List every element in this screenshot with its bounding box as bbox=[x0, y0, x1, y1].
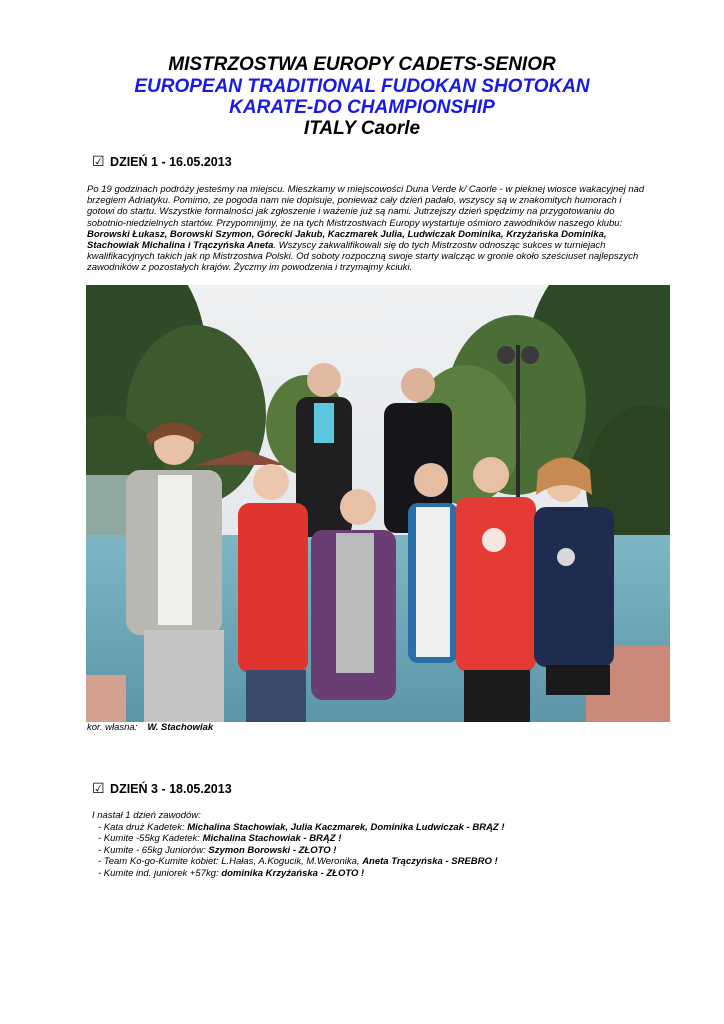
day1-paragraph bbox=[87, 184, 647, 274]
result-label: - Team Ko-go-Kumite kobiet: L.Hałas, A.Kogucik, M.Weronika, bbox=[98, 856, 363, 868]
day3-results bbox=[92, 810, 505, 880]
result-row bbox=[92, 822, 505, 834]
title-line-4: ITALY Caorle bbox=[303, 118, 421, 139]
caption-label: kor. własna: bbox=[87, 722, 138, 733]
result-value: Szymon Borowski - ZŁOTO ! bbox=[208, 844, 337, 856]
day3-heading-text: DZIEŃ 3 - 18.05.2013 bbox=[110, 782, 232, 796]
day1-names: Borowski Łukasz, Borowski Szymon, Górecki Jakub, Kaczmarek Julia, Ludwiczak Dominika, Krzyżańska Dominika, Stachowiak Michalina i Trączyńska Aneta bbox=[87, 228, 607, 252]
result-value: Michalina Stachowiak, Julia Kaczmarek, Dominika Ludwiczak - BRĄZ ! bbox=[187, 821, 505, 833]
day3-heading bbox=[92, 780, 232, 797]
result-label: - Kumite -55kg Kadetek: bbox=[98, 833, 203, 845]
result-label: - Kata druż Kadetek: bbox=[98, 821, 188, 833]
day1-heading bbox=[92, 153, 232, 170]
result-label: - Kumite - 65kg Juniorów: bbox=[98, 844, 209, 856]
title-line-1: MISTRZOSTWA EUROPY CADETS-SENIOR bbox=[168, 54, 556, 75]
result-value: Aneta Trączyńska - SREBRO ! bbox=[362, 856, 498, 868]
caption-author: W. Stachowiak bbox=[147, 722, 214, 733]
result-value: Michalina Stachowiak - BRĄZ ! bbox=[202, 833, 342, 845]
day1-text-b: . Wszyscy zakwalifikowali się do tych Mistrzostw odnosząc sukces w turniejach kwalifikacyjnych takich jak np Mistrzostwa Polski. Od soboty rozpoczną swoje starty walcząc w gronie około sześciuset najlepszych zawodników z pozostałych krajów. Życzmy im powodzenia i trzymajmy kciuki. bbox=[87, 240, 639, 274]
result-value: dominika Krzyżańska - ZŁOTO ! bbox=[221, 867, 365, 879]
result-row bbox=[92, 868, 505, 880]
photo-caption bbox=[87, 722, 213, 733]
result-label: - Kumite ind. juniorek +57kg: bbox=[98, 867, 222, 879]
title-line-2: EUROPEAN TRADITIONAL FUDOKAN SHOTOKAN bbox=[134, 76, 590, 97]
result-row bbox=[92, 856, 505, 868]
result-row bbox=[92, 833, 505, 845]
results-intro: I nastał 1 dzień zawodów: bbox=[92, 810, 201, 821]
day1-text-a: Po 19 godzinach podróży jesteśmy na miejscu. Mieszkamy w miejscowości Duna Verde k/ Caorle - w pieknej wiosce wakacyjnej nad brzegiem Adriatyku. Pomimo, ze pogoda nam nie dopisuje, ponieważ cały dzień padało, wszyscy są w znakomitych humorach i gotowi do startu. Wszystkie formalności jak zgłoszenie i ważenie już są nami. Jutrzejszy dzień spędzimy na przygotowaniu do sobotnio-niedzielnych startów. Przypomnijmy, że na tych Mistrzostwach Europy wystartuje ośmioro zawodników naszego klubu: bbox=[87, 184, 645, 229]
title-line-3: KARATE-DO CHAMPIONSHIP bbox=[229, 97, 495, 118]
team-photo bbox=[86, 285, 670, 722]
checkbox-icon: ☑ bbox=[92, 153, 105, 169]
result-row bbox=[92, 845, 505, 857]
day1-heading-text: DZIEŃ 1 - 16.05.2013 bbox=[110, 155, 232, 169]
checkbox-icon: ☑ bbox=[92, 780, 105, 796]
